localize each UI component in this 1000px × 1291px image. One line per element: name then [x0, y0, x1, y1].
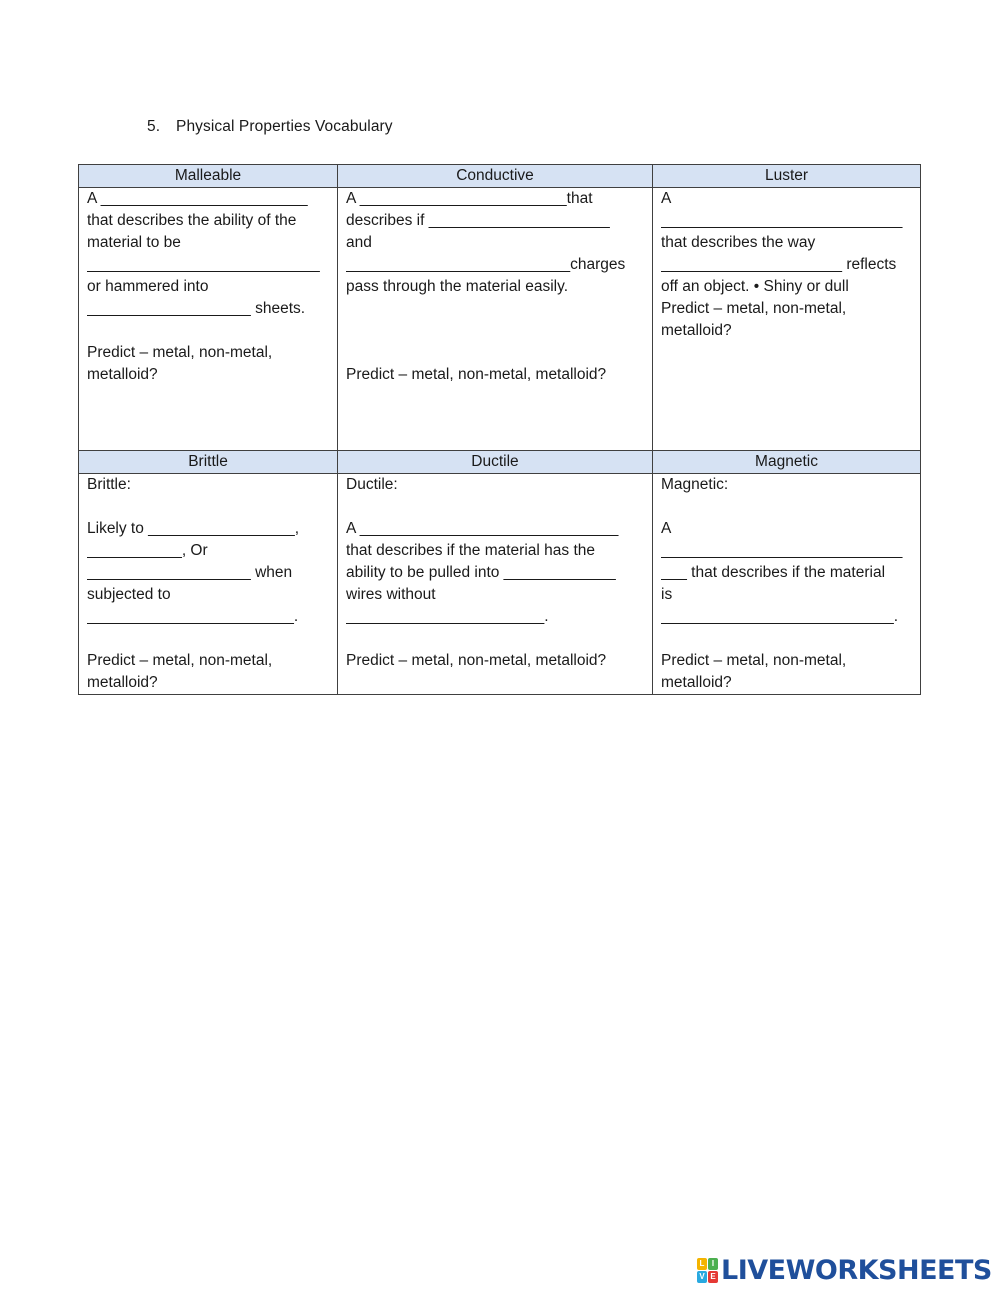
- logo-block: L: [697, 1258, 707, 1270]
- header-malleable: Malleable: [79, 165, 338, 188]
- cell-line: that describes the way: [661, 234, 816, 251]
- cell-line: metalloid?: [661, 674, 732, 691]
- cell-line: A ______________________________: [346, 520, 619, 537]
- cell-line: [346, 342, 644, 364]
- cell-line: [87, 496, 329, 518]
- cell-line: that describes if the material has the: [346, 542, 595, 559]
- cell-line: ___________, Or: [87, 542, 208, 559]
- cell-line: Predict – metal, non-metal,: [87, 652, 273, 669]
- section-number: 5.: [147, 118, 161, 135]
- cell-line: A: [661, 520, 672, 537]
- cell-line: _______________________.: [346, 608, 549, 625]
- logo-text: LIVEWORKSHEETS: [721, 1254, 992, 1286]
- cell-line: ___________________________: [87, 256, 320, 273]
- cell-line: Predict – metal, non-metal, metalloid?: [346, 366, 607, 383]
- cell-line: [346, 298, 644, 320]
- cell-line: [346, 496, 644, 518]
- cell-malleable: [79, 188, 338, 451]
- cell-line: ___________________________.: [661, 608, 899, 625]
- cell-line: [661, 628, 912, 650]
- content-row-top: [79, 188, 921, 451]
- cell-line: [346, 320, 644, 342]
- cell-line: ________________________.: [87, 608, 299, 625]
- cell-line: Predict – metal, non-metal,: [661, 300, 847, 317]
- cell-magnetic: [653, 474, 921, 695]
- liveworksheets-logo: [697, 1255, 992, 1285]
- header-magnetic: Magnetic: [653, 451, 921, 474]
- cell-line: Ductile:: [346, 476, 398, 493]
- cell-line: metalloid?: [661, 322, 732, 339]
- cell-line: Likely to _________________,: [87, 520, 300, 537]
- cell-line: material to be: [87, 234, 181, 251]
- header-luster: Luster: [653, 165, 921, 188]
- vocabulary-table: [78, 164, 921, 695]
- cell-line: ____________________________: [661, 542, 903, 559]
- cell-line: and: [346, 234, 372, 251]
- cell-line: pass through the material easily.: [346, 278, 568, 295]
- section-title: Physical Properties Vocabulary: [176, 118, 393, 135]
- cell-line: subjected to: [87, 586, 171, 603]
- cell-line: Brittle:: [87, 476, 131, 493]
- cell-line: off an object. • Shiny or dull: [661, 278, 849, 295]
- header-ductile: Ductile: [338, 451, 653, 474]
- cell-line: metalloid?: [87, 366, 158, 383]
- cell-luster: [653, 188, 921, 451]
- cell-line: ability to be pulled into _____________: [346, 564, 616, 581]
- cell-line: [87, 320, 329, 342]
- cell-line: describes if _____________________: [346, 212, 610, 229]
- cell-line: Predict – metal, non-metal, metalloid?: [346, 652, 607, 669]
- header-conductive: Conductive: [338, 165, 653, 188]
- cell-line: that describes the ability of the: [87, 212, 297, 229]
- header-row-bottom: [79, 451, 921, 474]
- cell-line: metalloid?: [87, 674, 158, 691]
- cell-conductive: [338, 188, 653, 451]
- cell-line: [346, 628, 644, 650]
- cell-line: ____________________________: [661, 212, 903, 229]
- logo-block: E: [708, 1271, 718, 1283]
- cell-line: Predict – metal, non-metal,: [87, 344, 273, 361]
- cell-line: A: [661, 190, 672, 207]
- cell-line: [87, 628, 329, 650]
- header-row-top: [79, 165, 921, 188]
- cell-line: __________________________charges: [346, 256, 626, 273]
- logo-icon: [697, 1258, 718, 1283]
- cell-line: Magnetic:: [661, 476, 729, 493]
- cell-line: or hammered into: [87, 278, 209, 295]
- cell-line: A ________________________: [87, 190, 308, 207]
- cell-line: is: [661, 586, 673, 603]
- logo-block: I: [708, 1258, 718, 1270]
- content-row-bottom: [79, 474, 921, 695]
- cell-brittle: [79, 474, 338, 695]
- cell-line: A ________________________that: [346, 190, 593, 207]
- cell-line: ___ that describes if the material: [661, 564, 886, 581]
- logo-block: V: [697, 1271, 707, 1283]
- header-brittle: Brittle: [79, 451, 338, 474]
- cell-line: ___________________ when: [87, 564, 293, 581]
- cell-line: ___________________ sheets.: [87, 300, 306, 317]
- cell-line: _____________________ reflects: [661, 256, 897, 273]
- cell-line: [661, 496, 912, 518]
- cell-ductile: [338, 474, 653, 695]
- cell-line: Predict – metal, non-metal,: [661, 652, 847, 669]
- section-heading: [147, 118, 393, 136]
- cell-line: wires without: [346, 586, 436, 603]
